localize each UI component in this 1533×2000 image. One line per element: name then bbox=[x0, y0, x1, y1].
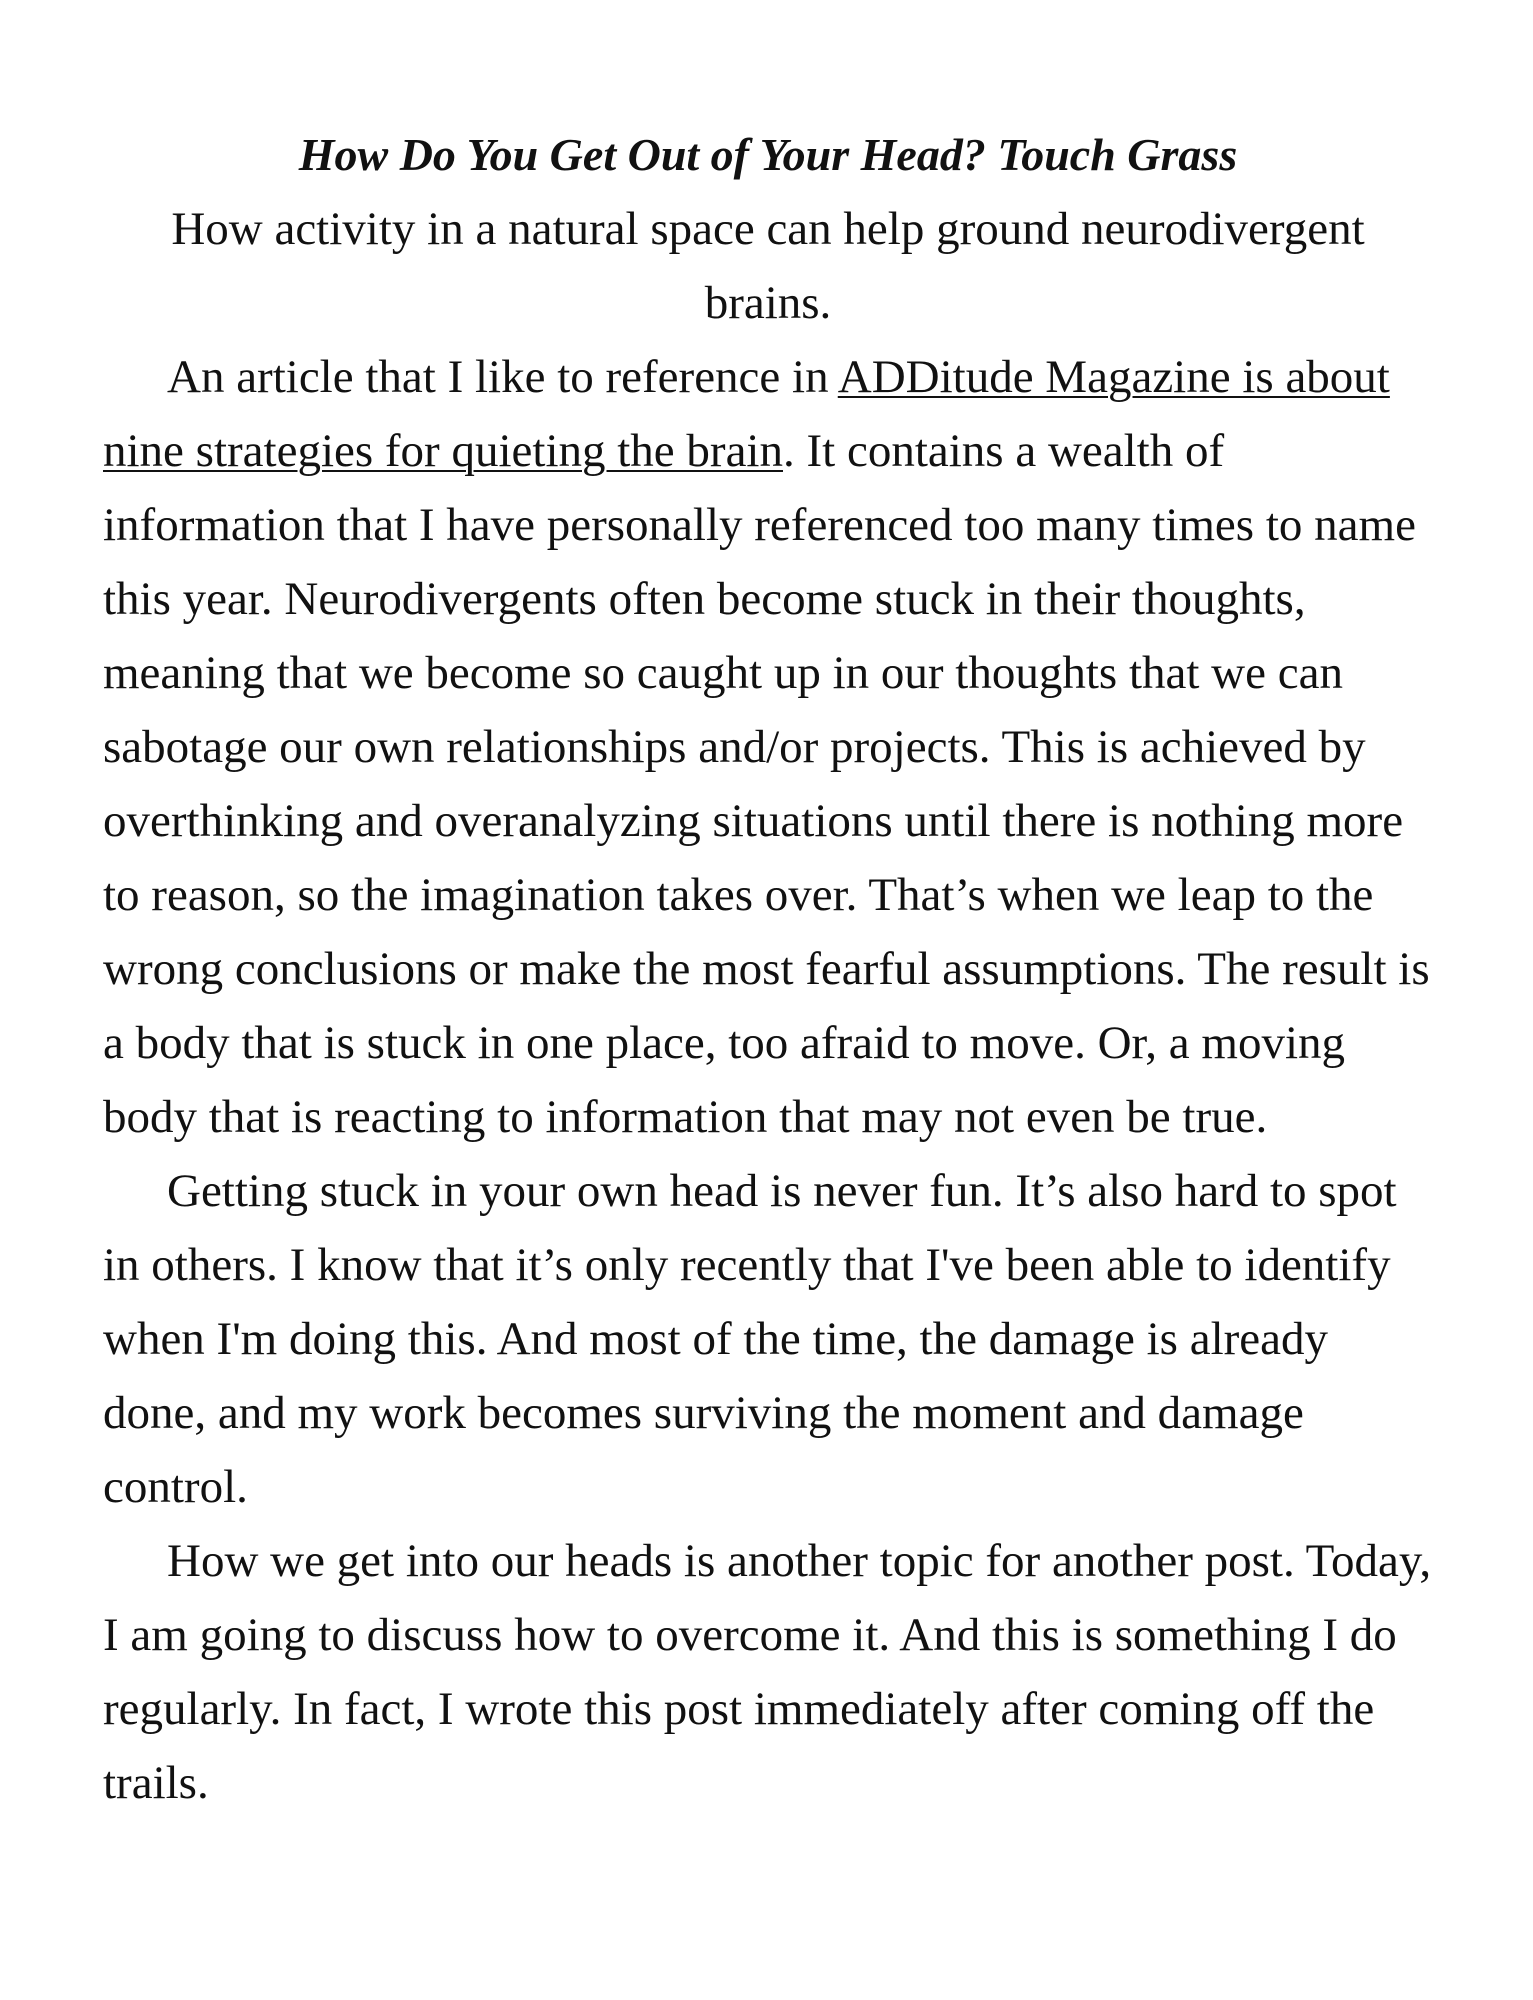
article-title: How Do You Get Out of Your Head? Touch Grass bbox=[298, 129, 1238, 180]
paragraph-1-body: . It contains a wealth of information that I have personally referenced too many times to name this year. Neurodivergents often become stuck in their thoughts, meaning that we become so caught up in our thoughts that we can sabotage our own relationships and/or projects. This is achieved by overthinking and overanalyzing situations until there is nothing more to reason, so the imagination takes over. That’s when we leap to the wrong conclusions or make the most fearful assumptions. The result is a body that is stuck in one place, too afraid to move. Or, a moving body that is reacting to information that may not even be true. bbox=[103, 425, 1430, 1143]
article bbox=[103, 118, 1433, 1820]
additude-magazine-link[interactable]: ADDitude Magazine is about nine strategies for quieting the brain bbox=[103, 351, 1390, 477]
paragraph-1-intro: An article that I like to reference in bbox=[167, 351, 838, 403]
paragraph-1 bbox=[103, 340, 1433, 1154]
paragraph-3: How we get into our heads is another topic for another post. Today, I am going to discuss how to overcome it. And this is something I do regularly. In fact, I wrote this post immediately after coming off the trails. bbox=[103, 1535, 1432, 1809]
article-subtitle: How activity in a natural space can help ground neurodivergent brains. bbox=[171, 203, 1365, 329]
paragraph-2: Getting stuck in your own head is never fun. It’s also hard to spot in others. I know that it’s only recently that I've been able to identify when I'm doing this. And most of the time, the damage is already done, and my work becomes surviving the moment and damage control. bbox=[103, 1165, 1397, 1513]
